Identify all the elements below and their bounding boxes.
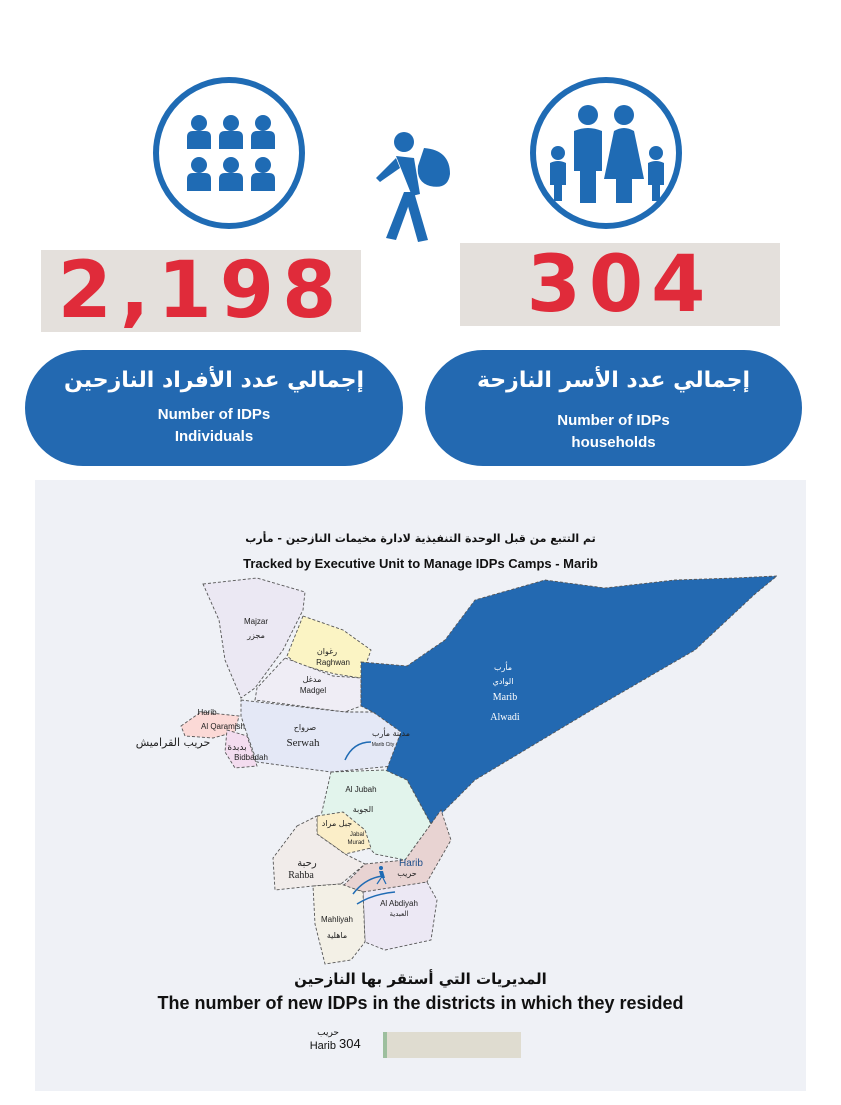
- family-icon-circle: [530, 77, 682, 229]
- households-label-en-2: households: [571, 434, 656, 451]
- district-marib-alwadi[interactable]: [361, 576, 777, 824]
- bar-label-ar: حريب: [317, 1028, 339, 1038]
- individuals-count: 2,198: [57, 246, 345, 336]
- label-raghwan-ar: رغوان: [316, 647, 338, 656]
- label-marib-ar1: مأرب: [493, 663, 513, 672]
- label-raghwan-en: Raghwan: [316, 658, 350, 667]
- individuals-label-en-1: Number of IDPs: [157, 406, 271, 423]
- district-mahliyah[interactable]: [313, 884, 365, 964]
- label-jabal-murad-en1: Jabal: [349, 832, 365, 838]
- label-madgel-ar: مدغل: [302, 675, 322, 684]
- label-marib-en1: Marib: [492, 692, 518, 703]
- label-bidbadah-ar: بدبدة: [227, 743, 247, 753]
- label-marib-city-en: Marib City: [371, 742, 395, 748]
- label-bidbadah-en: Bidbadah: [234, 753, 268, 762]
- crowd-icon: [159, 83, 299, 223]
- label-majzar-ar: مجزر: [247, 631, 265, 640]
- bar-title-en: The number of new IDPs in the districts in which they resided: [157, 993, 684, 1013]
- individuals-label-pill: [25, 350, 403, 466]
- label-mahliyah-en: Mahliyah: [320, 915, 354, 924]
- map-panel: [35, 480, 806, 1091]
- individuals-count-box: [41, 246, 361, 336]
- label-harib-en: Harib: [399, 858, 423, 869]
- individuals-label-en-2: Individuals: [174, 428, 254, 445]
- family-icon: [536, 83, 676, 223]
- households-label-pill: [425, 350, 802, 466]
- households-label-ar: إجمالي عدد الأسر النازحة: [476, 368, 751, 393]
- bar-row-harib: [295, 1028, 535, 1060]
- crowd-icon-circle: [153, 77, 305, 229]
- label-rahba-en: Rahba: [288, 870, 314, 881]
- label-serwah-en: Serwah: [286, 737, 320, 749]
- map-title-en: Tracked by Executive Unit to Manage IDPs Camps - Marib: [243, 556, 598, 571]
- label-jabal-murad-en2: Murad: [347, 840, 365, 846]
- label-qaramish-ar: حريب القراميش: [135, 736, 211, 749]
- label-qaramish-en2: Al Qaramish: [200, 722, 246, 731]
- bar-fill: [383, 1032, 387, 1058]
- label-harib-ar: حريب: [397, 869, 417, 878]
- label-rahba-ar: رحبة: [297, 858, 317, 869]
- label-jabal-murad-ar: جبل مراد: [321, 819, 353, 828]
- label-majzar-en: Majzar: [243, 617, 269, 626]
- label-al-jubah-en: Al Jubah: [345, 785, 377, 794]
- label-marib-ar2: الوادي: [492, 677, 514, 686]
- bar-label-en: Harib: [309, 1040, 336, 1052]
- displaced-person-icon: [368, 128, 458, 246]
- bar-value: 304: [339, 1036, 361, 1051]
- individuals-label-ar: إجمالي عدد الأفراد النازحين: [63, 368, 365, 393]
- households-count: 304: [526, 239, 714, 330]
- households-count-box: [460, 239, 780, 330]
- label-al-jubah-ar: الجوبة: [352, 805, 374, 814]
- label-madgel-en: Madgel: [299, 686, 327, 695]
- label-al-abdiyah-ar: العبدية: [389, 910, 409, 918]
- label-al-abdiyah-en: Al Abdiyah: [380, 899, 418, 908]
- households-label-en-1: Number of IDPs: [557, 412, 670, 429]
- map-title-ar: تم التتبع من قبل الوحدة التنفيذية لادارة مخيمات النازحين - مأرب: [245, 532, 596, 545]
- bar-title-ar: المديريات التي أستقر بها النازحين: [294, 970, 547, 988]
- label-mahliyah-ar: ماهلية: [326, 931, 348, 940]
- label-marib-city-ar: مدينة مأرب: [371, 729, 411, 738]
- label-qaramish-en1: Harib: [197, 708, 217, 717]
- label-serwah-ar: صرواح: [293, 723, 317, 732]
- bar-track: [383, 1032, 521, 1058]
- label-marib-en2: Alwadi: [490, 712, 520, 723]
